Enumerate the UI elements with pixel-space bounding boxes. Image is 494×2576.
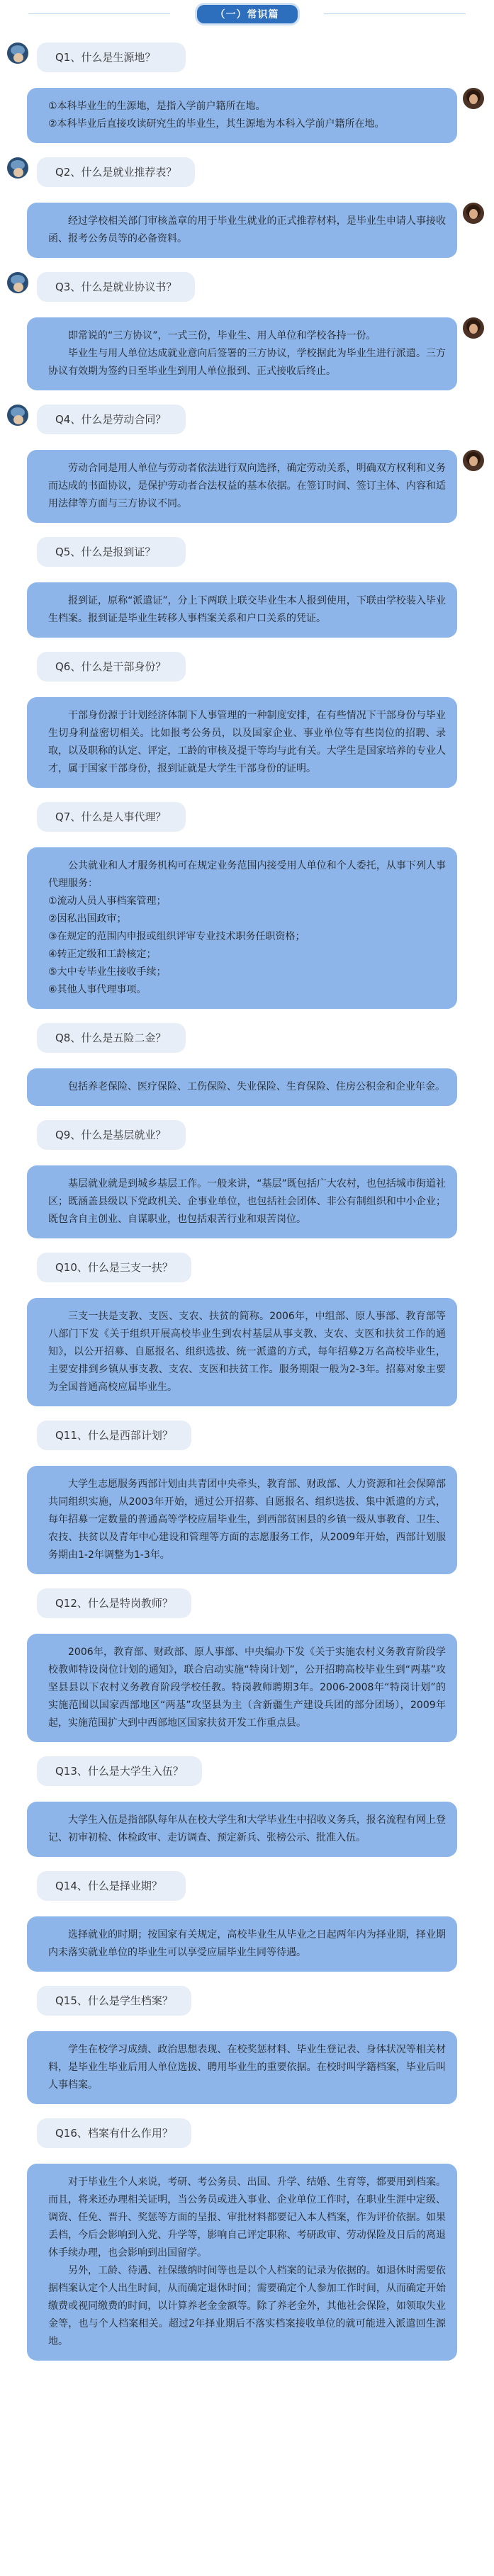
asker-avatar: [7, 537, 28, 558]
responder-avatar: [463, 1165, 484, 1187]
answer-paragraph: ①流动人员人事档案管理；: [48, 896, 167, 907]
qa-thread: [0, 43, 494, 2361]
answer-bubble: [27, 1466, 457, 1574]
answer-paragraph: ⑥其他人事代理事项。: [48, 984, 147, 995]
asker-avatar: [7, 1253, 28, 1274]
answer-bubble: [27, 697, 457, 788]
answer-paragraph: ④转正定级和工龄核定；: [48, 949, 157, 960]
responder-avatar: [463, 2164, 484, 2185]
question-row: [7, 1871, 484, 1901]
answer-paragraph: 干部身份源于计划经济体制下人事管理的一种制度安排，在有些情况下干部身份与毕业生切身利益密切相关。比如报考公务员，以及国家企业、事业单位等有些岗位的招聘、录取，以及职称的认定、评定，工龄的审核及提干等均与此有关。大学生是国家培养的专业人才，属于国家干部身份，报到证就是大学生干部身份的证明。: [48, 710, 446, 774]
question-row: [7, 537, 484, 567]
responder-avatar: [463, 203, 484, 224]
asker-avatar: [7, 1986, 28, 2007]
responder-avatar: [463, 1802, 484, 1823]
asker-avatar: [7, 1588, 28, 1610]
question-row: [7, 157, 484, 187]
answer-row: [7, 2164, 484, 2361]
asker-avatar: [7, 1120, 28, 1141]
question-row: [7, 1253, 484, 1282]
question-bubble: Q8、什么是五险二金？: [37, 1023, 186, 1053]
answer-paragraph: 基层就业就是到城乡基层工作。一般来讲，“基层”既包括广大农村，也包括城市街道社区；既涵盖县级以下党政机关、企事业单位，也包括社会团体、非公有制组织和中小企业；既包含自主创业、自谋职业，也包括艰苦行业和艰苦岗位。: [48, 1178, 446, 1225]
section-title: （一）常识篇: [197, 5, 298, 23]
question-bubble: Q7、什么是人事代理？: [37, 802, 186, 832]
answer-bubble: [27, 2031, 457, 2104]
question-bubble: Q11、什么是西部计划？: [37, 1420, 191, 1450]
responder-avatar: [463, 88, 484, 109]
responder-avatar: [463, 697, 484, 718]
responder-avatar: [463, 1298, 484, 1319]
section-header: [0, 0, 494, 28]
answer-row: [7, 1634, 484, 1742]
answer-paragraph: 学生在校学习成绩、政治思想表现、在校奖惩材料、毕业生登记表、身体状况等相关材料，是毕业生毕业后用人单位选拔、聘用毕业生的重要依据。在校时叫学籍档案，毕业后叫人事档案。: [48, 2044, 446, 2091]
answer-paragraph: ①本科毕业生的生源地，是指入学前户籍所在地。: [48, 101, 266, 112]
asker-avatar: [7, 1023, 28, 1044]
responder-avatar: [463, 582, 484, 604]
answer-bubble: [27, 317, 457, 390]
answer-paragraph: 对于毕业生个人来说，考研、考公务员、出国、升学、结婚、生育等，都要用到档案。而且，将来还办理相关证明，当公务员或进入事业、企业单位工作时，在职业生涯中定级、调资、任免、晋升、奖惩等方面的呈报、审批材料都要记入本人档案，作为评价依据。如果丢档，今后会影响到入党、升学等，影响自己评定职称、考研政审、劳动保险及日后的离退休手续办理，也会影响到出国留学。: [48, 2176, 446, 2259]
question-row: [7, 1756, 484, 1786]
question-row: [7, 272, 484, 302]
question-row: [7, 1588, 484, 1618]
answer-bubble: [27, 1916, 457, 1972]
question-bubble: Q10、什么是三支一扶？: [37, 1253, 191, 1282]
answer-paragraph: 公共就业和人才服务机构可在规定业务范围内接受用人单位和个人委托，从事下列人事代理服务：: [48, 860, 446, 889]
question-bubble: Q2、什么是就业推荐表？: [37, 157, 195, 187]
question-bubble: Q13、什么是大学生入伍？: [37, 1756, 202, 1786]
answer-bubble: [27, 847, 457, 1009]
answer-row: [7, 2031, 484, 2104]
answer-paragraph: ⑤大中专毕业生接收手续；: [48, 966, 167, 978]
answer-paragraph: 劳动合同是用人单位与劳动者依法进行双向选择，确定劳动关系，明确双方权利和义务而达成的书面协议，是保护劳动者合法权益的基本依据。在签订时间、签订主体、内容和适用法律等方面与三方协议不同。: [48, 463, 446, 509]
question-bubble: Q5、什么是报到证？: [37, 537, 186, 567]
answer-paragraph: 另外，工龄、待遇、社保缴纳时间等也是以个人档案的记录为依据的。如退休时需要依据档案认定个人出生时间，从而确定退休时间；需要确定个人参加工作时间，从而确定开始缴费或视同缴费的时间，以计算养老金金额等。除了养老金外，其他社会保险，如领取失业金等，也与个人档案相关。超过2年择业期后不落实档案接收单位的就可能进入派遣回生源地。: [48, 2265, 446, 2347]
answer-paragraph: 选择就业的时期；按国家有关规定，高校毕业生从毕业之日起两年内为择业期，择业期内未落实就业单位的毕业生可以享受应届毕业生同等待遇。: [48, 1929, 446, 1958]
question-row: [7, 2118, 484, 2148]
answer-row: [7, 203, 484, 258]
responder-avatar: [463, 2031, 484, 2052]
answer-row: [7, 1298, 484, 1406]
question-bubble: Q16、档案有什么作用？: [37, 2118, 191, 2148]
answer-row: [7, 697, 484, 788]
answer-paragraph: 2006年，教育部、财政部、原人事部、中央编办下发《关于实施农村义务教育阶段学校教师特设岗位计划的通知》，联合启动实施“特岗计划”，公开招聘高校毕业生到“两基”攻坚县县以下农村义务教育阶段学校任教。特岗教师聘期3年。2006-2008年“特岗计划”的实施范围以国家西部地区“两基”攻坚县为主（含新疆生产建设兵团的部分团场），2009年起，实施范围扩大到中西部地区国家扶贫开发工作重点县。: [48, 1646, 446, 1729]
answer-paragraph: ③在规定的范围内申报或组织评审专业技术职务任职资格；: [48, 931, 305, 942]
responder-avatar: [463, 317, 484, 339]
answer-row: [7, 450, 484, 523]
asker-avatar: [7, 405, 28, 426]
answer-row: [7, 847, 484, 1009]
question-row: [7, 802, 484, 832]
question-bubble: Q9、什么是基层就业？: [37, 1120, 186, 1150]
question-row: [7, 1023, 484, 1053]
asker-avatar: [7, 1420, 28, 1442]
asker-avatar: [7, 1871, 28, 1892]
answer-bubble: [27, 1068, 457, 1106]
asker-avatar: [7, 157, 28, 179]
question-row: [7, 1986, 484, 2016]
responder-avatar: [463, 1634, 484, 1655]
answer-row: [7, 582, 484, 638]
responder-avatar: [463, 450, 484, 471]
question-bubble: Q14、什么是择业期？: [37, 1871, 186, 1901]
question-bubble: Q12、什么是特岗教师？: [37, 1588, 191, 1618]
question-bubble: Q1、什么是生源地？: [37, 43, 186, 72]
answer-bubble: [27, 2164, 457, 2361]
answer-paragraph: 大学生入伍是指部队每年从在校大学生和大学毕业生中招收义务兵，报名流程有网上登记、初审初检、体检政审、走访调查、预定新兵、张榜公示、批准入伍。: [48, 1814, 446, 1843]
answer-paragraph: 大学生志愿服务西部计划由共青团中央牵头，教育部、财政部、人力资源和社会保障部共同组织实施，从2003年开始，通过公开招募、自愿报名、组织选拔、集中派遣的方式，每年招募一定数量的普通高等学校应届毕业生，到西部贫困县的乡镇一级从事教育、卫生、农技、扶贫以及青年中心建设和管理等方面的志愿服务工作，从2009年开始，西部计划服务期由1-2年调整为1-3年。: [48, 1479, 446, 1561]
answer-bubble: [27, 88, 457, 143]
answer-bubble: [27, 450, 457, 523]
answer-paragraph: 即常说的“三方协议”，一式三份，毕业生、用人单位和学校各持一份。: [68, 330, 376, 341]
question-row: [7, 43, 484, 72]
answer-paragraph: 毕业生与用人单位达成就业意向后签署的三方协议，学校据此为毕业生进行派遣。三方协议有效期为签约日至毕业生到用人单位报到、正式接收后终止。: [48, 348, 446, 377]
question-row: [7, 1120, 484, 1150]
question-bubble: Q6、什么是干部身份？: [37, 652, 186, 682]
answer-paragraph: ②本科毕业后直接攻读研究生的毕业生，其生源地为本科入学前户籍所在地。: [48, 118, 385, 130]
answer-row: [7, 317, 484, 390]
asker-avatar: [7, 1756, 28, 1778]
asker-avatar: [7, 43, 28, 64]
answer-row: [7, 88, 484, 143]
answer-row: [7, 1916, 484, 1972]
answer-paragraph: 报到证，原称“派遣证”，分上下两联上联交毕业生本人报到使用，下联由学校装入毕业生档案。报到证是毕业生转移人事档案关系和户口关系的凭证。: [48, 595, 446, 624]
answer-bubble: [27, 1802, 457, 1857]
answer-paragraph: 经过学校相关部门审核盖章的用于毕业生就业的正式推荐材料，是毕业生申请人事接收函、报考公务员等的必备资料。: [48, 215, 446, 244]
question-row: [7, 1420, 484, 1450]
answer-row: [7, 1165, 484, 1238]
question-row: [7, 405, 484, 434]
question-bubble: Q3、什么是就业协议书？: [37, 272, 195, 302]
responder-avatar: [463, 1068, 484, 1090]
question-bubble: Q4、什么是劳动合同？: [37, 405, 186, 434]
responder-avatar: [463, 1466, 484, 1487]
answer-paragraph: 三支一扶是支教、支医、支农、扶贫的简称。2006年，中组部、原人事部、教育部等八部门下发《关于组织开展高校毕业生到农村基层从事支教、支农、支医和扶贫工作的通知》，以公开招募、自愿报名、组织选拔、统一派遣的方式，每年招募2万名高校毕业生，主要安排到乡镇从事支教、支农、支医和扶贫工作。服务期限一般为2-3年。招募对象主要为全国普通高校应届毕业生。: [48, 1311, 446, 1393]
answer-bubble: [27, 1165, 457, 1238]
answer-row: [7, 1466, 484, 1574]
asker-avatar: [7, 652, 28, 673]
asker-avatar: [7, 272, 28, 293]
answer-bubble: [27, 1298, 457, 1406]
question-bubble: Q15、什么是学生档案？: [37, 1986, 191, 2016]
question-row: [7, 652, 484, 682]
answer-bubble: [27, 1634, 457, 1742]
responder-avatar: [463, 1916, 484, 1938]
answer-row: [7, 1068, 484, 1106]
answer-paragraph: ②因私出国政审；: [48, 913, 127, 925]
answer-row: [7, 1802, 484, 1857]
answer-paragraph: 包括养老保险、医疗保险、工伤保险、失业保险、生育保险、住房公积金和企业年金。: [68, 1081, 445, 1092]
answer-bubble: [27, 582, 457, 638]
asker-avatar: [7, 2118, 28, 2140]
answer-bubble: [27, 203, 457, 258]
asker-avatar: [7, 802, 28, 823]
responder-avatar: [463, 847, 484, 869]
